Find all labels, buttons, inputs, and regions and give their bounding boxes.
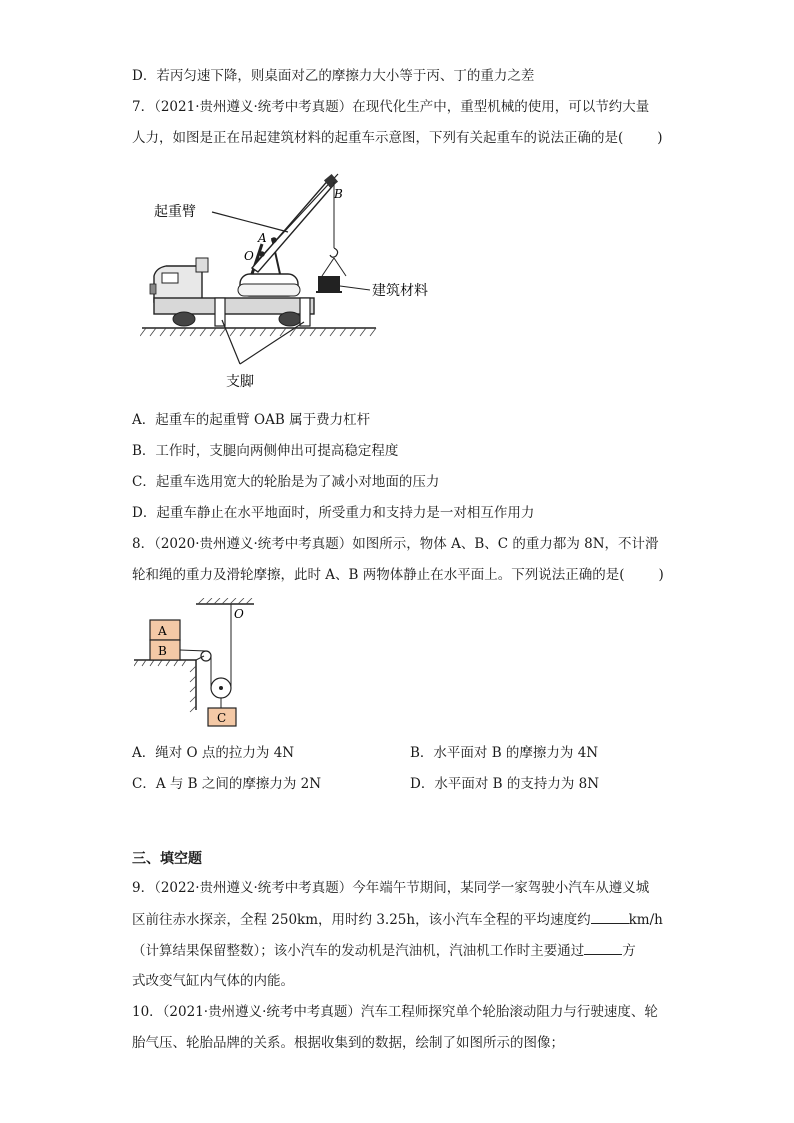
q9-text-b: （计算结果保留整数）；该小汽车的发动机是汽油机，汽油机工作时主要通过 bbox=[132, 943, 585, 959]
section-title: 三、填空题 bbox=[132, 851, 202, 867]
q9-text-a: 区前往赤水探亲，全程 250km，用时约 3.25h，该小汽车全程的平均速度约 bbox=[132, 912, 591, 928]
label-support-legs: 支脚 bbox=[226, 374, 254, 390]
q8-stem-close: ) bbox=[658, 567, 664, 583]
building-material-block bbox=[318, 276, 340, 292]
q9-blank-2[interactable] bbox=[584, 940, 622, 955]
q8-option-d: D．水平面对 B 的支持力为 8N bbox=[410, 776, 600, 792]
q9-text-c: 方 bbox=[622, 943, 636, 959]
q10-stem-line1: 10．（2021·贵州遵义·统考中考真题）汽车工程师探究单个轮胎滚动阻力与行驶速度、轮 bbox=[132, 1004, 658, 1020]
q6-option-d: D．若丙匀速下降，则桌面对乙的摩擦力大小等于丙、丁的重力之差 bbox=[132, 68, 535, 84]
label-point-o: O bbox=[234, 607, 244, 621]
q7-option-b: B．工作时，支腿向两侧伸出可提高稳定程度 bbox=[132, 443, 399, 459]
q7-stem-close: ) bbox=[657, 130, 663, 146]
label-block-a: A bbox=[158, 624, 167, 638]
pulley-figure bbox=[134, 598, 264, 728]
q8-option-a: A．绳对 O 点的拉力为 4N bbox=[132, 745, 295, 761]
q8-stem-line2 bbox=[132, 565, 664, 585]
q7-stem-line2 bbox=[132, 128, 663, 148]
label-block-c: C bbox=[217, 711, 227, 725]
q9-stem-line4: 式改变气缸内气体的内能。 bbox=[132, 973, 294, 989]
q7-stem-text: 人力，如图是正在吊起建筑材料的起重车示意图，下列有关起重车的说法正确的是( bbox=[132, 130, 624, 146]
q7-option-c: C．起重车选用宽大的轮胎是为了减小对地面的压力 bbox=[132, 474, 440, 490]
q7-option-a: A．起重车的起重臂 OAB 属于费力杠杆 bbox=[132, 412, 371, 428]
label-crane-arm: 起重臂 bbox=[154, 204, 196, 220]
label-block-b: B bbox=[158, 644, 167, 658]
label-building-material: 建筑材料 bbox=[372, 283, 428, 299]
crane-truck-figure bbox=[140, 172, 460, 392]
label-point-o: O bbox=[244, 249, 254, 263]
q9-unit: km/h bbox=[628, 912, 663, 928]
q7-option-d: D．起重车静止在水平地面时，所受重力和支持力是一对相互作用力 bbox=[132, 505, 535, 521]
q10-stem-line2: 胎气压、轮胎品牌的关系。根据收集到的数据，绘制了如图所示的图像； bbox=[132, 1035, 564, 1051]
q8-stem-text: 轮和绳的重力及滑轮摩擦，此时 A、B 两物体静止在水平面上。下列说法正确的是( bbox=[132, 567, 625, 583]
label-point-a: A bbox=[258, 231, 267, 245]
q9-stem-line2 bbox=[132, 909, 663, 930]
q8-stem-line1: 8．（2020·贵州遵义·统考中考真题）如图所示，物体 A、B、C 的重力都为 8N，不计滑 bbox=[132, 536, 659, 552]
q9-blank-1[interactable] bbox=[591, 909, 629, 924]
label-point-b: B bbox=[334, 187, 343, 201]
q8-option-c: C．A 与 B 之间的摩擦力为 2N bbox=[132, 776, 322, 792]
q9-stem-line1: 9．（2022·贵州遵义·统考中考真题）今年端午节期间，某同学一家驾驶小汽车从遵义城 bbox=[132, 880, 650, 896]
q8-option-b: B．水平面对 B 的摩擦力为 4N bbox=[410, 745, 599, 761]
q9-stem-line3 bbox=[132, 940, 636, 961]
q7-stem-line1: 7．（2021·贵州遵义·统考中考真题）在现代化生产中，重型机械的使用，可以节约大量 bbox=[132, 99, 650, 115]
